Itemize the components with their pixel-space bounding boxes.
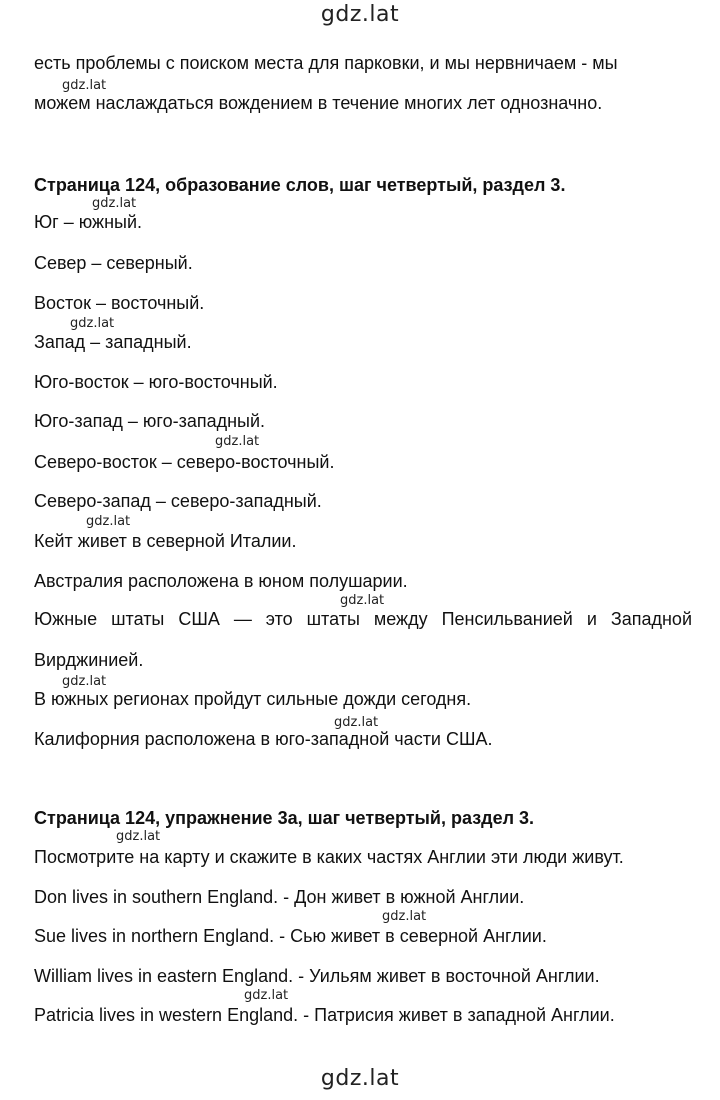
section-1-line: Юг – южный. — [34, 212, 143, 232]
section-1-line: Кейт живет в северной Италии. — [34, 531, 297, 551]
section-1-line: Юго-восток – юго-восточный. — [34, 372, 278, 392]
section-2-line: Посмотрите на карту и скажите в каких частях Англии эти люди живут. — [34, 847, 624, 867]
watermark-header: gdz.lat — [320, 2, 400, 27]
watermark-small: gdz.lat — [340, 593, 385, 608]
section-1-line: В южных регионах пройдут сильные дожди сегодня. — [34, 689, 472, 709]
section-2-line: Sue lives in northern England. - Сью живет в северной Англии. — [34, 926, 547, 946]
watermark-small: gdz.lat — [116, 829, 161, 844]
section-1-line: Северо-восток – северо-восточный. — [34, 452, 335, 472]
intro-line-2: можем наслаждаться вождением в течение многих лет однозначно. — [34, 93, 603, 113]
watermark-small: gdz.lat — [92, 196, 137, 211]
section-1-line: Северо-запад – северо-западный. — [34, 491, 322, 511]
section-1-heading: Страница 124, образование слов, шаг четвертый, раздел 3. — [34, 175, 566, 195]
section-2-heading: Страница 124, упражнение 3a, шаг четвертый, раздел 3. — [34, 808, 535, 828]
watermark-small: gdz.lat — [62, 674, 107, 689]
section-1-line: Калифорния расположена в юго-западной части США. — [34, 729, 493, 749]
watermark-small: gdz.lat — [382, 909, 427, 924]
watermark-small: gdz.lat — [62, 78, 107, 93]
section-2-line: Don lives in southern England. - Дон живет в южной Англии. — [34, 887, 525, 907]
watermark-small: gdz.lat — [70, 316, 115, 331]
section-2-line: William lives in eastern England. - Уильям живет в восточной Англии. — [34, 966, 600, 986]
watermark-small: gdz.lat — [215, 434, 260, 449]
watermark-small: gdz.lat — [86, 514, 131, 529]
watermark-small: gdz.lat — [244, 988, 289, 1003]
section-1-line: Восток – восточный. — [34, 293, 205, 313]
section-1-line: Вирджинией. — [34, 650, 144, 670]
section-1-line: Запад – западный. — [34, 332, 192, 352]
watermark-footer: gdz.lat — [320, 1066, 400, 1091]
section-1-line: Юго-запад – юго-западный. — [34, 411, 266, 431]
watermark-small: gdz.lat — [334, 715, 379, 730]
section-1-line: Австралия расположена в юном полушарии. — [34, 571, 408, 591]
section-1-line: Север – северный. — [34, 253, 193, 273]
section-1-line: Южные штаты США — это штаты между Пенсильванией и Западной — [34, 609, 692, 629]
intro-line-1: есть проблемы с поиском места для парковки, и мы нервничаем - мы — [34, 53, 618, 73]
section-2-line: Patricia lives in western England. - Патрисия живет в западной Англии. — [34, 1005, 615, 1025]
